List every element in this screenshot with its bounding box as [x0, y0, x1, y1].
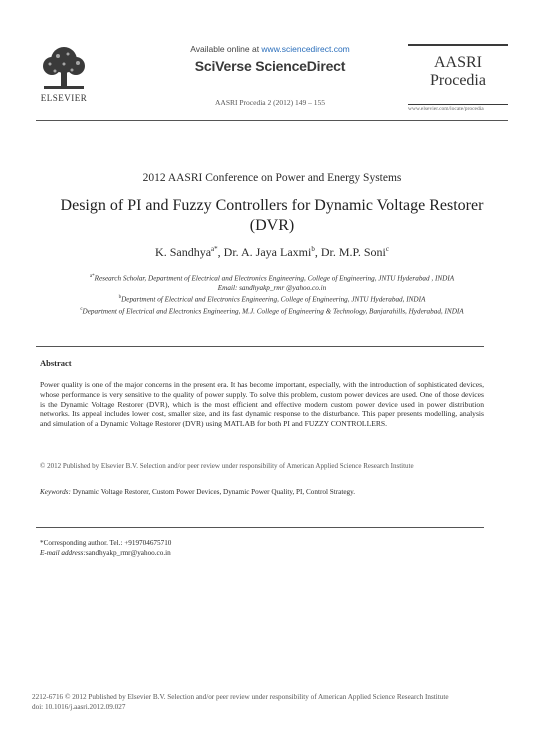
email-line [40, 548, 171, 558]
header-divider [36, 120, 508, 121]
affiliation-line [36, 305, 508, 317]
conference-name: 2012 AASRI Conference on Power and Energy Systems [142, 172, 402, 184]
abstract-divider [36, 346, 484, 347]
affiliation-text: Email: sandhyakp_rmr @yahoo.co.in [217, 283, 327, 292]
page-footer [32, 692, 512, 712]
author-name: Dr. M.P. Soni [320, 245, 386, 259]
affiliation-text: Department of Electrical and Electronics Engineering, College of Engineering, JNTU Hyderabad, INDIA [121, 295, 426, 304]
copyright-notice: © 2012 Published by Elsevier B.V. Selection and/or peer review under responsibility of American Applied Science Research Institute [40, 462, 414, 470]
affiliation-mark: b [118, 295, 122, 301]
journal-logo [408, 44, 508, 105]
author-name: K. Sandhya [155, 245, 212, 259]
corresponding-author: *Corresponding author. Tel.: +919704675710 [40, 539, 172, 547]
affiliation-line [36, 293, 508, 305]
issn-line: 2212-6716 © 2012 Published by Elsevier B.V. Selection and/or peer review under responsibility of American Applied Science Research Institute [32, 693, 449, 701]
author-separator: , [217, 245, 224, 259]
affiliation-mark: a* [89, 274, 95, 279]
platform-name: SciVerse ScienceDirect [194, 58, 346, 74]
abstract-heading: Abstract [40, 358, 72, 368]
keywords-text: Dynamic Voltage Restorer, Custom Power Devices, Dynamic Power Quality, PI, Control Strategy. [70, 488, 356, 496]
author-affiliation-mark: a* [211, 245, 218, 253]
author-separator: , [314, 245, 321, 259]
doi-line[interactable]: doi: 10.1016/j.aasri.2012.09.027 [32, 703, 126, 711]
journal-name-line1: AASRI [433, 54, 482, 71]
affiliations [36, 272, 508, 317]
author-affiliation-mark: b [311, 245, 315, 253]
journal-citation: AASRI Procedia 2 (2012) 149 – 155 [215, 98, 325, 107]
email-label: E-mail address: [40, 549, 86, 557]
affiliation-text: Department of Electrical and Electronics Engineering, M.J. College of Engineering & Technology, Banjarahills, Hyderabad, INDIA [82, 307, 464, 316]
elsevier-tree-icon [36, 44, 92, 92]
affiliation-mark: c [80, 307, 83, 313]
affiliation-line [36, 272, 508, 284]
journal-url[interactable]: www.elsevier.com/locate/procedia [408, 106, 484, 112]
elsevier-logo [36, 44, 92, 106]
elsevier-wordmark: ELSEVIER [40, 93, 88, 103]
email-address[interactable]: sandhyakp_rmr@yahoo.co.in [85, 549, 171, 557]
affiliation-text: Research Scholar, Department of Electrical and Electronics Engineering, College of Engineering, JNTU Hyderabad , INDIA [94, 274, 455, 283]
abstract-text: Power quality is one of the major concerns in the present era. It has become important, especially, with the introduction of sophisticated devices, whose performance is very sensitive to the quality of power supply. To solve this problem, custom power devices are used. One of those devices is the Dynamic Voltage Restorer (DVR), which is the most efficient and effective modern custom power device used in power distribution networks. Its appeal includes lower cost, smaller size, and its fast dynamic response to the disturbance. This paper presents modelling, analysis and simulation of a Dynamic Voltage Restorer (DVR) using MATLAB for both PI and FUZZY CONTROLLERS. [40, 380, 484, 429]
footnote-divider [36, 527, 484, 528]
keywords [40, 488, 490, 496]
available-online-line [150, 44, 390, 54]
corresponding-footnote [40, 538, 171, 558]
available-prefix: Available online at [190, 44, 262, 54]
paper-title: Design of PI and Fuzzy Controllers for Dynamic Voltage Restorer (DVR) [60, 197, 484, 234]
author-name: Dr. A. Jaya Laxmi [223, 245, 312, 259]
keywords-label: Keywords: [40, 488, 71, 496]
author-list [36, 245, 508, 260]
sciencedirect-link[interactable]: www.sciencedirect.com [261, 44, 350, 54]
author-affiliation-mark: c [385, 245, 389, 253]
journal-name-line2: Procedia [430, 72, 486, 89]
affiliation-line [36, 284, 508, 294]
